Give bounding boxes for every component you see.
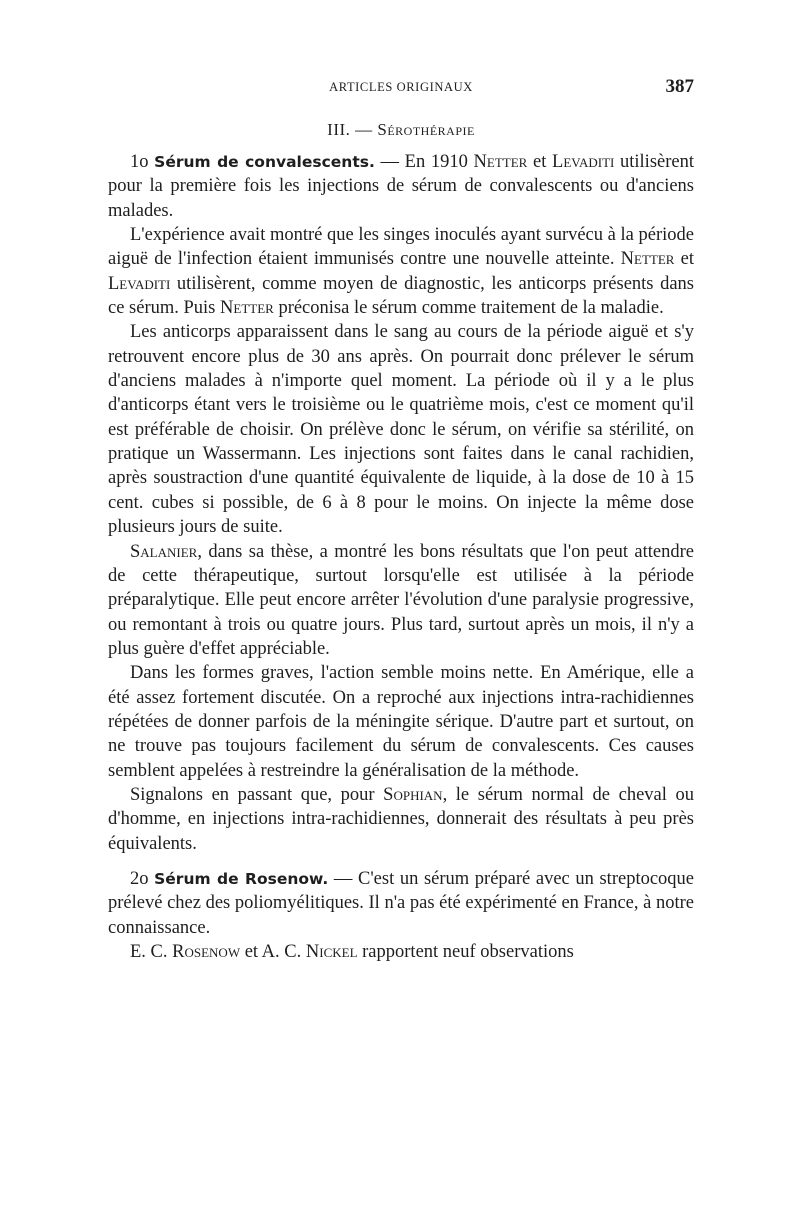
text-run: — C'est un sérum préparé avec un streptocoque prélevé chez des poliomyélitiques. Il n'a pas été expérimenté en France, à notre connaissance. bbox=[108, 868, 695, 938]
running-header bbox=[108, 76, 694, 102]
paragraph-serum-rosenow bbox=[108, 867, 694, 940]
text-run: utilisèrent pour la première fois les injections de sérum de convalescents ou d'anciens malades. bbox=[108, 152, 694, 221]
item-heading: Sérum de Rosenow. bbox=[154, 869, 329, 888]
paragraph-salanier bbox=[108, 540, 694, 662]
text-run: Signalons en passant que, pour bbox=[130, 784, 384, 805]
author-name: Netter bbox=[473, 152, 528, 172]
paragraph-anticorps: Les anticorps apparaissent dans le sang au cours de la période aiguë et s'y retrouvent encore plus de 30 ans après. On pourrait donc prélever le sérum d'anciens malades à n'importe quel moment. La période où il y a le plus d'anticorps étant vers le troisième ou le quatrième mois, c'est ce moment qu'il est préférable de choisir. On prélève donc le sérum, on vérifie sa stérilité, on pratique un Wassermann. Les injections sont faites dans le canal rachidien, après soustraction d'une quantité équivalente de liquide, à la dose de 10 à 15 cent. cubes si possible, de 6 à 8 pour le moins. On injecte la même dose plusieurs jours de suite. bbox=[108, 322, 694, 538]
item-heading: Sérum de convalescents. bbox=[154, 153, 375, 171]
text-run: utilisèrent, comme moyen de diagnostic, les anticorps présents dans ce sérum. Puis bbox=[108, 273, 694, 319]
paragraph-formes-graves: Dans les formes graves, l'action semble moins nette. En Amérique, elle a été assez fortement discutée. On a reproché aux injections intra-rachidiennes répétées de donner parfois de la méningite sérique. D'autre part et surtout, on ne trouve pas toujours facilement du sérum de convalescents. Ces causes semblent appelées à restreindre la généralisation de la méthode. bbox=[108, 663, 694, 781]
item-number: 2o bbox=[130, 868, 155, 889]
text-run: E. C. bbox=[130, 942, 173, 962]
paragraph-rosenow-nickel bbox=[108, 940, 694, 964]
author-name: Rosenow bbox=[172, 942, 241, 962]
page-body bbox=[108, 118, 694, 964]
author-name: Levaditi bbox=[108, 273, 171, 294]
running-title: ARTICLES ORIGINAUX bbox=[329, 80, 473, 94]
author-name: Sophian bbox=[383, 784, 443, 805]
text-run: rapportent neuf observations bbox=[357, 942, 574, 962]
text-run: L'expérience avait montré que les singes inoculés ayant survécu à la période aiguë de l'infection étaient immunisés contre une nouvelle atteinte. bbox=[108, 225, 694, 270]
text-run: et A. C. bbox=[240, 942, 306, 962]
paragraph-experience bbox=[108, 223, 694, 320]
text-run: et bbox=[674, 249, 694, 270]
text-run: — En 1910 bbox=[374, 152, 474, 172]
paragraph-sophian bbox=[108, 783, 694, 856]
author-name: Levaditi bbox=[552, 152, 615, 172]
author-name: Netter bbox=[220, 298, 274, 319]
item-number: 1o bbox=[130, 152, 155, 172]
text-run: , le sérum normal de cheval ou d'homme, en injections intra-rachidiennes, donnerait des résultats à peu près équivalents. bbox=[108, 784, 694, 854]
text-run: , dans sa thèse, a montré les bons résultats que l'on peut attendre de cette thérapeutique, surtout lorsqu'elle est utilisée à la période préparalytique. Elle peut encore arrêter l'évolution d'une paralysie progressive, ou remontant à trois ou quatre jours. Plus tard, surtout après un mois, il n'y a plus guère d'effet appréciable. bbox=[108, 541, 694, 659]
page-number: 387 bbox=[665, 76, 694, 97]
paragraph-serum-convalescents bbox=[108, 150, 694, 223]
section-title: III. — Sérothérapie bbox=[327, 120, 475, 139]
text-run: préconisa le sérum comme traitement de la maladie. bbox=[273, 298, 664, 319]
text-run: et bbox=[527, 152, 553, 172]
author-name: Netter bbox=[620, 249, 675, 270]
author-name: Salanier bbox=[130, 541, 198, 562]
author-name: Nickel bbox=[305, 942, 358, 962]
